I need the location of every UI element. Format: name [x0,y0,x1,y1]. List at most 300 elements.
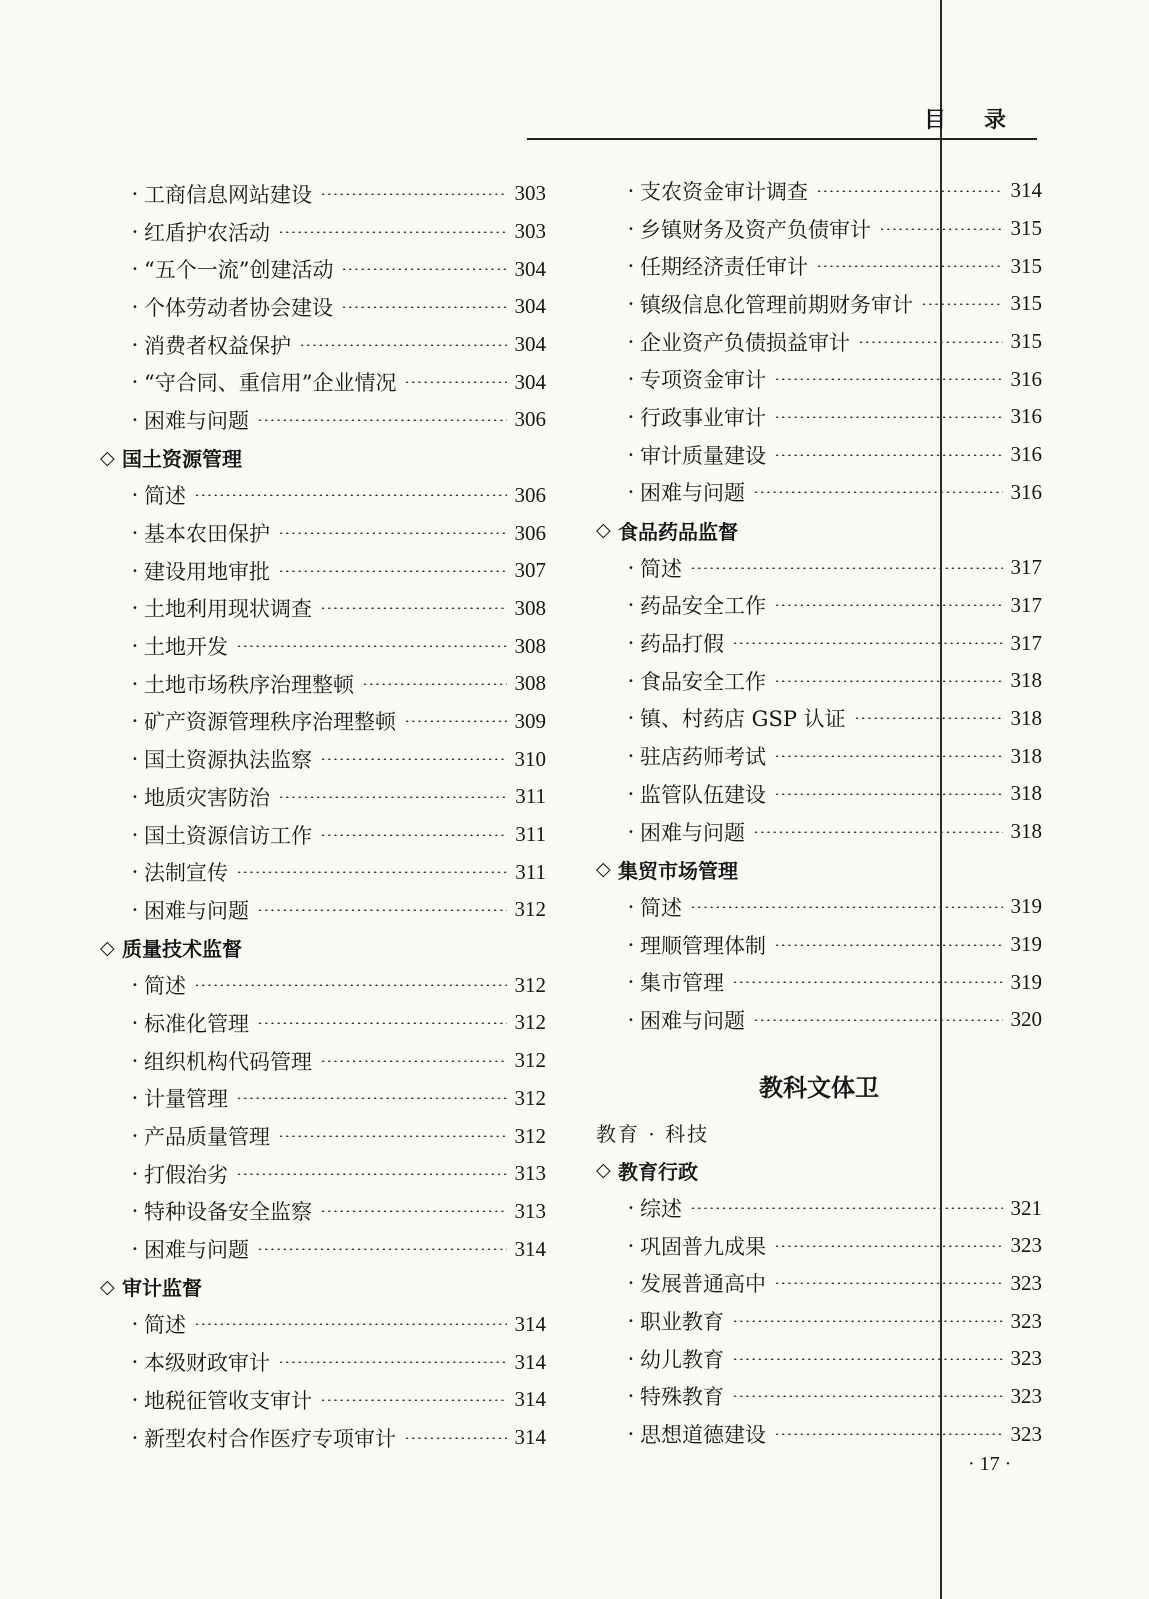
toc-entry[interactable] [596,1189,1042,1227]
toc-entry-title: 计量管理 [144,1087,228,1112]
bullet-mark: · [627,631,635,656]
toc-entry-title: 药品安全工作 [640,594,766,619]
dot-leader [404,720,507,722]
toc-entry-title: 地税征管收支审计 [144,1388,312,1413]
bullet-mark: · [627,744,635,769]
toc-entry[interactable] [100,665,546,703]
toc-entry[interactable] [596,285,1042,323]
dot-leader [404,381,506,383]
toc-entry-title: 企业资产负债损益审计 [640,330,850,355]
toc-entry-page: 314 [1010,178,1042,203]
bullet-mark: · [131,860,139,885]
toc-entry-page: 318 [1010,781,1042,806]
toc-entry-page: 315 [1010,216,1042,241]
toc-entry-page: 323 [1010,1233,1042,1258]
toc-entry-title: 地质灾害防治 [144,785,270,810]
toc-entry[interactable] [596,1415,1042,1453]
toc-entry-page: 315 [1010,329,1042,354]
dot-leader [732,1395,1003,1397]
toc-entry-title: 职业教育 [640,1310,724,1335]
bullet-mark: · [627,668,635,693]
dot-leader [858,341,1003,343]
dot-leader [879,228,1003,230]
header-rule [527,138,1037,140]
toc-entry-page: 318 [1010,668,1042,693]
bullet-mark: · [627,555,635,580]
toc-entry-title: 综述 [640,1197,682,1222]
dot-leader [774,604,1003,606]
toc-entry[interactable] [596,210,1042,248]
toc-entry-title: 审计质量建设 [640,443,766,468]
bullet-mark: · [131,370,139,395]
toc-section-title: 质量技术监督 [122,937,242,962]
bullet-mark: · [627,1196,635,1221]
toc-entry-page: 312 [514,1048,546,1073]
bullet-mark: · [627,1384,635,1409]
dot-leader [774,1245,1003,1247]
bullet-mark: · [131,1048,139,1073]
dot-leader [774,1282,1003,1284]
toc-part-heading: 教科文体卫 [759,1072,879,1102]
toc-entry[interactable] [596,587,1042,625]
toc-entry-page: 316 [1010,404,1042,429]
bullet-mark: · [131,709,139,734]
toc-entry-title: 法制宣传 [144,861,228,886]
toc-section [596,511,1042,549]
bullet-mark: · [131,294,139,319]
bullet-mark: · [131,483,139,508]
dot-leader [278,570,507,572]
bullet-mark: · [627,1346,635,1371]
dot-leader [854,717,1003,719]
toc-entry[interactable] [596,436,1042,474]
toc-entry-page: 312 [514,972,546,997]
toc-entry-page: 315 [1010,253,1042,278]
dot-leader [341,268,506,270]
dot-leader [362,683,507,685]
toc-entry[interactable] [100,590,546,628]
toc-section-title: 集贸市场管理 [618,858,738,883]
toc-entry-page: 318 [1010,743,1042,768]
dot-leader [278,532,507,534]
bullet-mark: · [627,1309,635,1334]
toc-entry-title: 困难与问题 [144,898,249,923]
toc-entry[interactable] [100,1306,546,1344]
toc-entry[interactable] [100,213,546,251]
toc-entry-title: 镇级信息化管理前期财务审计 [640,292,913,317]
page-title [924,103,1006,134]
bullet-mark: · [131,973,139,998]
dot-leader [774,416,1003,418]
dot-leader [816,190,1003,192]
toc-entry-title: 幼儿教育 [640,1347,724,1372]
toc-entry[interactable] [596,624,1042,662]
toc-entry[interactable] [100,250,546,288]
toc-entry-title: 监管队伍建设 [640,782,766,807]
bullet-mark: · [131,596,139,621]
bullet-mark: · [627,404,635,429]
toc-entry[interactable] [100,552,546,590]
toc-entry-title: 新型农村合作医疗专项审计 [144,1426,396,1451]
toc-entry[interactable] [596,963,1042,1001]
bullet-mark: · [131,1387,139,1412]
toc-entry-page: 312 [514,1085,546,1110]
toc-section [100,1268,546,1306]
toc-entry-page: 311 [515,784,546,809]
toc-entry[interactable] [100,288,546,326]
toc-entry-title: 困难与问题 [144,408,249,433]
bullet-mark: · [627,216,635,241]
toc-entry-page: 309 [514,708,546,733]
dot-leader [774,680,1003,682]
bullet-mark: · [627,1007,635,1032]
bullet-mark: · [131,1161,139,1186]
bullet-mark: · [131,1312,139,1337]
toc-entry-page: 321 [1010,1195,1042,1220]
bullet-mark: · [131,219,139,244]
toc-entry[interactable] [100,1193,546,1231]
toc-entry[interactable] [596,737,1042,775]
toc-entry[interactable] [100,477,546,515]
toc-entry[interactable] [596,247,1042,285]
toc-entry-page: 323 [1010,1421,1042,1446]
toc-entry-title: 简述 [144,1313,186,1338]
toc-entry[interactable] [100,627,546,665]
toc-entry[interactable] [100,326,546,364]
diamond-icon: ◇ [596,519,611,542]
toc-entry-page: 307 [514,558,546,583]
bullet-mark: · [627,970,635,995]
dot-leader [320,1210,507,1212]
dot-leader [774,1433,1003,1435]
dot-leader [278,231,507,233]
toc-entry-page: 308 [514,633,546,658]
toc-entry-page: 314 [514,1387,546,1412]
toc-entry[interactable] [596,926,1042,964]
toc-entry[interactable] [100,363,546,401]
dot-leader [236,871,507,873]
dot-leader [921,303,1003,305]
dot-leader [732,1320,1003,1322]
toc-entry-page: 320 [1010,1007,1042,1032]
toc-entry-title: 困难与问题 [144,1238,249,1263]
bullet-mark: · [131,1086,139,1111]
toc-entry-title: 产品质量管理 [144,1125,270,1150]
toc-entry[interactable] [100,1343,546,1381]
dot-leader [732,981,1003,983]
toc-entry-page: 317 [1010,630,1042,655]
toc-entry[interactable] [100,703,546,741]
bullet-mark: · [627,932,635,957]
dot-leader [320,607,507,609]
toc-entry-title: 困难与问题 [640,820,745,845]
diamond-icon: ◇ [100,1275,115,1298]
toc-entry-title: 土地开发 [144,635,228,660]
page-title-char-2: 录 [984,107,1007,133]
bullet-mark: · [627,1233,635,1258]
toc-entry[interactable] [596,1265,1042,1303]
toc-entry[interactable] [596,549,1042,587]
bullet-mark: · [131,671,139,696]
toc-entry-page: 313 [514,1161,546,1186]
dot-leader [299,344,507,346]
toc-entry-title: 简述 [144,484,186,509]
toc-entry-page: 304 [514,256,546,281]
toc-entry-title: 土地利用现状调查 [144,597,312,622]
dot-leader [774,755,1003,757]
toc-entry[interactable] [100,1381,546,1419]
toc-entry-title: 镇、村药店 GSP 认证 [640,707,846,732]
toc-entry[interactable] [596,700,1042,738]
toc-entry-title: 支农资金审计调查 [640,179,808,204]
toc-entry-page: 315 [1010,291,1042,316]
toc-section [596,850,1042,888]
toc-entry-page: 317 [1010,555,1042,580]
toc-entry-title: 发展普通高中 [640,1272,766,1297]
bullet-mark: · [627,480,635,505]
toc-subheading: 教育 · 科技 [596,1122,710,1147]
toc-entry-page: 313 [514,1198,546,1223]
dot-leader [194,494,507,496]
toc-entry-page: 314 [514,1311,546,1336]
bullet-mark: · [131,332,139,357]
diamond-icon: ◇ [596,1159,611,1182]
bullet-mark: · [131,1199,139,1224]
bullet-mark: · [627,178,635,203]
toc-entry-title: 标准化管理 [144,1011,249,1036]
toc-entry[interactable] [596,1001,1042,1039]
toc-entry-page: 303 [514,219,546,244]
toc-entry-page: 319 [1010,932,1042,957]
dot-leader [194,984,507,986]
toc-entry[interactable] [100,1004,546,1042]
bullet-mark: · [627,329,635,354]
toc-entry-page: 317 [1010,592,1042,617]
toc-entry[interactable] [596,1227,1042,1265]
page-number: · 17 · [968,1453,1012,1475]
bullet-mark: · [131,181,139,206]
bullet-mark: · [627,593,635,618]
dot-leader [341,306,507,308]
toc-entry-title: 行政事业审计 [640,405,766,430]
dot-leader [404,1437,507,1439]
bullet-mark: · [131,1350,139,1375]
toc-entry-page: 306 [514,520,546,545]
toc-entry[interactable] [100,891,546,929]
toc-entry-page: 308 [514,671,546,696]
dot-leader [320,758,507,760]
bullet-mark: · [131,257,139,282]
toc-entry-title: 食品安全工作 [640,669,766,694]
toc-entry-page: 323 [1010,1346,1042,1371]
dot-leader [236,1097,507,1099]
toc-entry-page: 312 [514,1010,546,1035]
toc-entry-title: 基本农田保护 [144,522,270,547]
toc-section [100,929,546,967]
toc-entry[interactable] [100,1155,546,1193]
page-title-char-1: 目 [924,107,947,133]
toc-entry-title: 土地市场秩序治理整顿 [144,672,354,697]
toc-entry-title: 特种设备安全监察 [144,1200,312,1225]
dot-leader [816,265,1003,267]
toc-entry-title: 巩固普九成果 [640,1234,766,1259]
toc-entry[interactable] [100,1117,546,1155]
dot-leader [753,491,1003,493]
toc-entry[interactable] [100,740,546,778]
toc-entry-title: 困难与问题 [640,481,745,506]
dot-leader [690,1207,1003,1209]
toc-entry[interactable] [100,966,546,1004]
toc-section-title: 审计监督 [122,1276,202,1301]
diamond-icon: ◇ [596,858,611,881]
toc-entry-title: 乡镇财务及资产负债审计 [640,217,871,242]
bullet-mark: · [627,254,635,279]
toc-entry-page: 323 [1010,1308,1042,1333]
toc-entry-page: 314 [514,1425,546,1450]
dot-leader [257,419,507,421]
toc-entry[interactable] [100,1042,546,1080]
toc-entry-page: 306 [514,482,546,507]
bullet-mark: · [131,1124,139,1149]
toc-entry-title: 消费者权益保护 [144,333,291,358]
dot-leader [690,567,1003,569]
toc-entry-page: 311 [515,822,546,847]
toc-entry-title: 思想道德建设 [640,1423,766,1448]
toc-entry-title: “守合同、重信用”企业情况 [144,371,397,396]
toc-entry-title: 专项资金审计 [640,368,766,393]
toc-entry-page: 316 [1010,479,1042,504]
bullet-mark: · [131,634,139,659]
bullet-mark: · [131,897,139,922]
toc-entry-page: 310 [514,746,546,771]
bullet-mark: · [131,747,139,772]
dot-leader [774,378,1003,380]
toc-entry[interactable] [596,775,1042,813]
dot-leader [774,454,1003,456]
toc-entry[interactable] [596,323,1042,361]
dot-leader [278,796,507,798]
dot-leader [278,1361,507,1363]
toc-entry[interactable] [596,360,1042,398]
dot-leader [774,944,1003,946]
toc-entry-title: 药品打假 [640,632,724,657]
bullet-mark: · [131,1010,139,1035]
toc-right-column [596,172,1042,1453]
toc-section-title: 教育行政 [618,1159,698,1184]
toc-entry[interactable] [100,853,546,891]
bullet-mark: · [627,894,635,919]
toc-entry-page: 318 [1010,705,1042,730]
toc-entry[interactable] [596,888,1042,926]
bullet-mark: · [627,291,635,316]
toc-entry-title: 本级财政审计 [144,1351,270,1376]
toc-entry-title: 打假治劣 [144,1162,228,1187]
dot-leader [236,645,507,647]
toc-entry[interactable] [100,778,546,816]
dot-leader [732,642,1003,644]
toc-entry-title: 个体劳动者协会建设 [144,295,333,320]
dot-leader [690,906,1003,908]
toc-entry-title: 困难与问题 [640,1008,745,1033]
toc-entry-title: 集市管理 [640,971,724,996]
toc-entry[interactable] [100,816,546,854]
toc-entry-title: 组织机构代码管理 [144,1049,312,1074]
toc-entry-title: 矿产资源管理秩序治理整顿 [144,710,396,735]
toc-entry-page: 316 [1010,366,1042,391]
bullet-mark: · [131,1425,139,1450]
toc-entry[interactable] [596,1340,1042,1378]
toc-section-title: 国土资源管理 [122,447,242,472]
dot-leader [194,1323,507,1325]
toc-entry-page: 316 [1010,442,1042,467]
diamond-icon: ◇ [100,446,115,469]
toc-entry[interactable] [596,1302,1042,1340]
dot-leader [320,1399,507,1401]
toc-entry[interactable] [596,813,1042,851]
toc-entry-page: 303 [514,181,546,206]
toc-entry-page: 306 [514,407,546,432]
toc-entry[interactable] [100,514,546,552]
toc-entry-page: 304 [514,294,546,319]
toc-entry[interactable] [596,474,1042,512]
toc-entry[interactable] [100,1080,546,1118]
bullet-mark: · [131,407,139,432]
toc-entry[interactable] [596,1378,1042,1416]
toc-entry-page: 319 [1010,894,1042,919]
bullet-mark: · [131,1237,139,1262]
toc-entry[interactable] [100,1419,546,1457]
toc-entry-title: 国土资源信访工作 [144,823,312,848]
toc-entry-page: 312 [514,897,546,922]
toc-entry-page: 304 [514,369,546,394]
bullet-mark: · [131,558,139,583]
toc-entry[interactable] [100,1230,546,1268]
toc-entry-page: 314 [514,1349,546,1374]
bullet-mark: · [627,1271,635,1296]
toc-entry-page: 323 [1010,1270,1042,1295]
dot-leader [236,1173,507,1175]
dot-leader [257,1248,507,1250]
toc-section-title: 食品药品监督 [618,519,738,544]
toc-entry[interactable] [596,398,1042,436]
toc-entry-title: 建设用地审批 [144,559,270,584]
toc-entry-title: 驻店药师考试 [640,745,766,770]
dot-leader [774,793,1003,795]
dot-leader [257,909,507,911]
toc-entry[interactable] [100,401,546,439]
dot-leader [257,1022,507,1024]
bullet-mark: · [131,822,139,847]
dot-leader [278,1135,507,1137]
toc-section [596,1152,1042,1190]
toc-entry[interactable] [596,172,1042,210]
toc-section [100,439,546,477]
toc-entry-page: 304 [514,332,546,357]
toc-left-column [100,175,546,1456]
dot-leader [320,1060,507,1062]
toc-entry-title: 工商信息网站建设 [144,182,312,207]
dot-leader [753,831,1003,833]
toc-entry-title: 简述 [144,974,186,999]
bullet-mark: · [627,367,635,392]
dot-leader [320,193,507,195]
toc-entry-page: 319 [1010,969,1042,994]
toc-entry-page: 323 [1010,1383,1042,1408]
toc-entry-title: 特殊教育 [640,1385,724,1410]
toc-entry[interactable] [100,175,546,213]
toc-entry[interactable] [596,662,1042,700]
toc-entry-title: 红盾护农活动 [144,220,270,245]
